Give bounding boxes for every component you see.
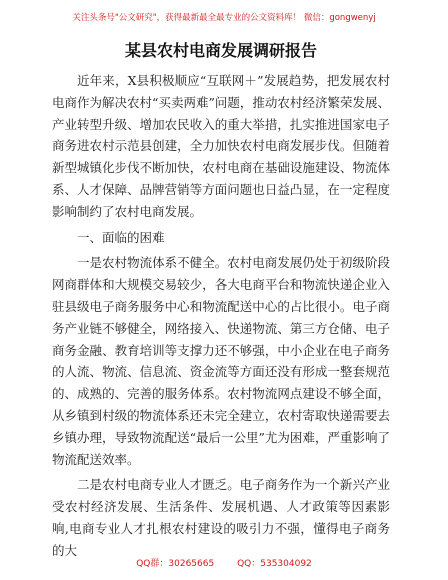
qq-group-text: QQ群：30265665 (136, 559, 215, 569)
section-heading: 一、面临的困难 (77, 229, 165, 245)
intro-paragraph: 近年来，X县积极顺应“互联网＋”发展趋势，把发展农村电商作为解决农村“买卖两难”问题，推动农村经济繁荣发展、产业转型升级、增加农民收入的重大举措，扎实推进国家电子商务进农村示范县创建，全力加快农村电商发展步伐。但随着新型城镇化步伐不断加快，农村电商在基础设施建设、物流体系、人才保障、品牌营销等方面问题也日益凸显，在一定程度影响制约了农村电商发展。 (52, 73, 390, 219)
document-title: 某县农村电商发展调研报告 (124, 41, 317, 60)
paragraph-talent: 二是农村电商专业人才匮乏。电子商务作为一个新兴产业受农村经济发展、生活条件、发展机遇、人才政策等因素影响,电商专业人才扎根农村建设的吸引力不强，懂得电子商务的大 (52, 477, 390, 558)
qq-text: QQ：535304092 (237, 559, 312, 569)
footer-contact (0, 558, 448, 570)
document-page (52, 40, 390, 566)
header-banner: 关注头条号"公文研究"，获得最新最全最专业的公文资料库！ 微信：gongwenyj (72, 13, 376, 23)
paragraph-logistics: 一是农村物流体系不健全。农村电商发展仍处于初级阶段网商群体和大规模交易较少，各大电商平台和物流快递企业入驻县级电子商务服务中心和物流配送中心的占比很小。电子商务产业链不够健全，网络接入、快递物流、第三方仓储、电子商务金融、教育培训等支撑力还不够强，中小企业在电子商务的人流、物流、信息流、资金流等方面还没有形成一整套规范的、成熟的、完善的服务体系。农村物流网点建设不够全面，从乡镇到村级的物流体系还未完全建立，农村寄取快递需要去乡镇办理，导致物流配送“最后一公里”尤为困难，严重影响了物流配送效率。 (52, 255, 390, 467)
